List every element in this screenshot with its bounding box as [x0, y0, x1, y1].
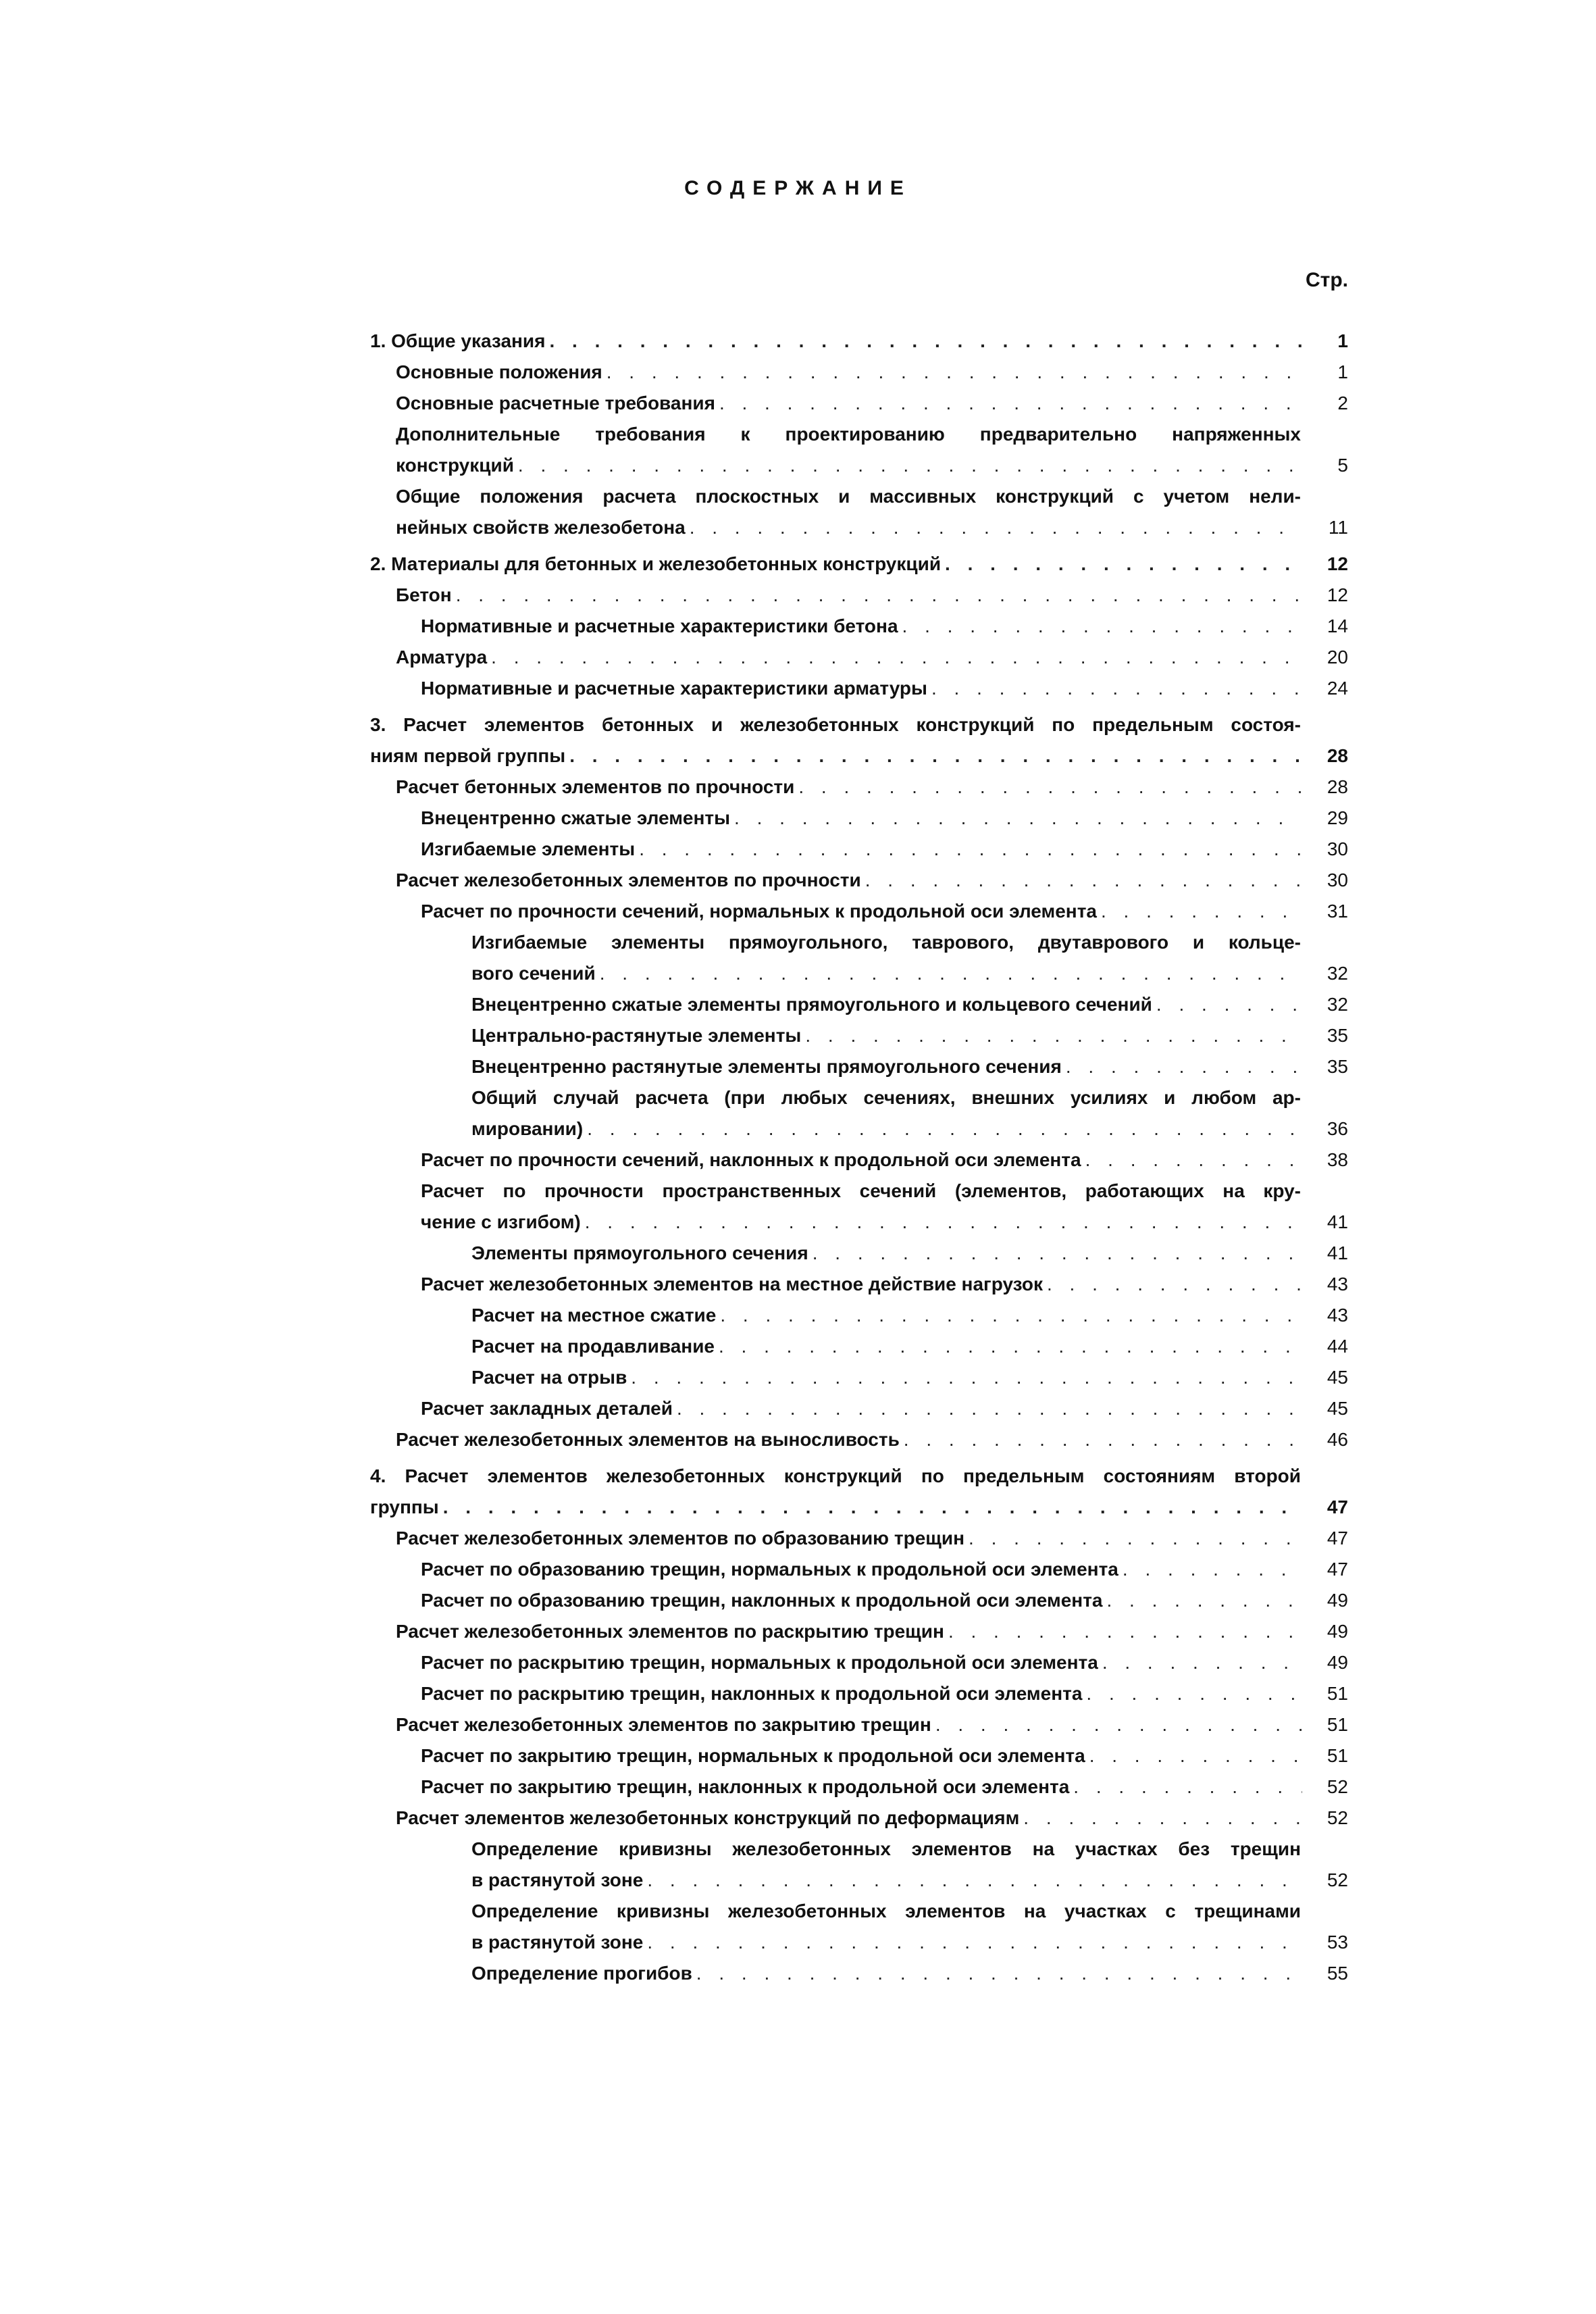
toc-entry[interactable]: [370, 896, 1348, 927]
toc-page-number: 32: [1327, 963, 1348, 984]
toc-entry[interactable]: [370, 326, 1348, 357]
toc-entry[interactable]: [370, 1585, 1348, 1616]
toc-entry[interactable]: [370, 1300, 1348, 1331]
page-title: СОДЕРЖАНИЕ: [684, 177, 912, 199]
toc-page-number: 46: [1327, 1429, 1348, 1450]
toc-page-number: 1: [1337, 361, 1348, 382]
toc-entry-text: Дополнительные требования к проектированию предварительно напряженных: [396, 424, 1301, 445]
toc-entry-text: 2. Материалы для бетонных и железобетонных конструкций: [370, 553, 942, 574]
toc-entry-text: Расчет закладных деталей: [421, 1398, 673, 1419]
toc-entry[interactable]: [370, 1362, 1348, 1393]
toc-entry-text: мировании): [471, 1118, 584, 1139]
toc-entry-text: Общие положения расчета плоскостных и массивных конструкций с учетом нели-: [396, 486, 1301, 507]
dot-leader: [1123, 1554, 1302, 1585]
dot-leader: [677, 1393, 1302, 1424]
toc-entry-text: Расчет элементов железобетонных конструкций по деформациям: [396, 1807, 1020, 1828]
toc-page-number: 38: [1327, 1149, 1348, 1170]
dot-leader: [1107, 1585, 1303, 1616]
dot-leader: [969, 1523, 1302, 1554]
dot-leader: [647, 1927, 1302, 1958]
toc-entry[interactable]: [370, 1554, 1348, 1585]
toc-entry[interactable]: [370, 927, 1348, 989]
toc-entry[interactable]: [370, 1424, 1348, 1455]
dot-leader: [443, 1492, 1302, 1523]
toc-page-number: 24: [1327, 678, 1348, 699]
page-column-header: Стр.: [1305, 269, 1348, 291]
dot-leader: [696, 1958, 1302, 1989]
toc-entry-text: Изгибаемые элементы прямоугольного, таврового, двутаврового и кольце-: [471, 932, 1301, 953]
dot-leader: [719, 388, 1302, 419]
toc-entry[interactable]: [370, 1803, 1348, 1834]
dot-leader: [948, 1616, 1302, 1647]
toc-entry-text: Расчет по образованию трещин, наклонных к продольной оси элемента: [421, 1590, 1103, 1611]
toc-entry-text: Общий случай расчета (при любых сечениях, внешних усилиях и любом ар-: [471, 1087, 1301, 1108]
dot-leader: [1101, 896, 1302, 927]
toc-page-number: 49: [1327, 1621, 1348, 1642]
toc-page-number: 29: [1327, 807, 1348, 828]
toc-entry[interactable]: [370, 1740, 1348, 1771]
toc-page-number: 32: [1327, 994, 1348, 1015]
dot-leader: [719, 1331, 1302, 1362]
toc-page-number: 45: [1327, 1398, 1348, 1419]
dot-leader: [1023, 1803, 1302, 1834]
toc-page-number: 28: [1327, 745, 1348, 766]
toc-entry[interactable]: [370, 419, 1348, 481]
dot-leader: [518, 450, 1302, 481]
toc-entry[interactable]: [370, 709, 1348, 772]
toc-page-number: 30: [1327, 870, 1348, 890]
toc-entry-text: Расчет на местное сжатие: [471, 1305, 717, 1326]
toc-entry[interactable]: [370, 1771, 1348, 1803]
toc-entry-text: Основные расчетные требования: [396, 393, 715, 413]
toc-page-number: 51: [1327, 1714, 1348, 1735]
toc-entry[interactable]: [370, 673, 1348, 704]
toc-entry-text: 3. Расчет элементов бетонных и железобетонных конструкций по предельным состоя-: [370, 714, 1301, 735]
toc-entry-text: Внецентренно сжатые элементы прямоугольного и кольцевого сечений: [471, 994, 1152, 1015]
toc-entry[interactable]: [370, 549, 1348, 580]
toc-page-number: 47: [1327, 1496, 1348, 1517]
toc-entry[interactable]: [370, 1269, 1348, 1300]
dot-leader: [549, 326, 1302, 357]
toc-entry-text: Элементы прямоугольного сечения: [471, 1242, 808, 1263]
toc-entry[interactable]: [370, 834, 1348, 865]
toc-entry[interactable]: [370, 772, 1348, 803]
dot-leader: [607, 357, 1302, 388]
toc-entry-text: Определение кривизны железобетонных элементов на участках без трещин: [471, 1838, 1301, 1859]
toc-page-number: 41: [1327, 1211, 1348, 1232]
dot-leader: [1086, 1678, 1302, 1709]
dot-leader: [1089, 1740, 1302, 1771]
toc-entry[interactable]: [370, 1238, 1348, 1269]
toc-page-number: 1: [1337, 330, 1348, 351]
toc-page-number: 35: [1327, 1025, 1348, 1046]
dot-leader: [935, 1709, 1302, 1740]
toc-entry-text: чение с изгибом): [421, 1211, 581, 1232]
dot-leader: [491, 642, 1302, 673]
dot-leader: [690, 512, 1302, 543]
toc-entry-text: Нормативные и расчетные характеристики арматуры: [421, 678, 927, 699]
toc-page-number: 36: [1327, 1118, 1348, 1139]
toc-entry[interactable]: [370, 1616, 1348, 1647]
dot-leader: [931, 673, 1302, 704]
dot-leader: [647, 1865, 1302, 1896]
toc-entry[interactable]: [370, 1393, 1348, 1424]
toc-page-number: 14: [1327, 615, 1348, 636]
toc-entry[interactable]: [370, 1709, 1348, 1740]
toc-page-number: 12: [1327, 584, 1348, 605]
toc-entry[interactable]: [370, 611, 1348, 642]
toc-page-number: 2: [1337, 393, 1348, 413]
dot-leader: [1156, 989, 1302, 1020]
dot-leader: [945, 549, 1302, 580]
toc-page-number: 47: [1327, 1559, 1348, 1580]
toc-entry-text: Расчет железобетонных элементов по закрытию трещин: [396, 1714, 931, 1735]
toc-entry-text: Центрально-растянутые элементы: [471, 1025, 802, 1046]
toc-entry[interactable]: [370, 357, 1348, 388]
toc-entry-text: Внецентренно сжатые элементы: [421, 807, 731, 828]
toc-entry[interactable]: [370, 1958, 1348, 1989]
toc-entry-text: Расчет по прочности сечений, наклонных к продольной оси элемента: [421, 1149, 1081, 1170]
toc-entry-text: Расчет на отрыв: [471, 1367, 627, 1388]
toc-entry-text: Расчет железобетонных элементов по раскрытию трещин: [396, 1621, 944, 1642]
toc-page-number: 52: [1327, 1869, 1348, 1890]
toc-entry-text: 4. Расчет элементов железобетонных конструкций по предельным состояниям второй: [370, 1465, 1301, 1486]
dot-leader: [1085, 1145, 1302, 1176]
dot-leader: [798, 772, 1302, 803]
toc-entry-text: Определение кривизны железобетонных элементов на участках с трещинами: [471, 1901, 1301, 1921]
toc-page-number: 51: [1327, 1683, 1348, 1704]
toc-entry-text: вого сечений: [471, 963, 596, 984]
toc-page-number: 43: [1327, 1305, 1348, 1326]
toc-page-number: 45: [1327, 1367, 1348, 1388]
toc-entry-text: 1. Общие указания: [370, 330, 546, 351]
toc-entry[interactable]: [370, 1678, 1348, 1709]
toc-entry-text: конструкций: [396, 455, 514, 476]
toc-entry-text: Расчет на продавливание: [471, 1336, 715, 1357]
toc-page-number: 44: [1327, 1336, 1348, 1357]
toc-page-number: 35: [1327, 1056, 1348, 1077]
toc-page-number: 43: [1327, 1274, 1348, 1294]
dot-leader: [585, 1207, 1302, 1238]
toc-entry[interactable]: [370, 388, 1348, 419]
toc-entry-text: Внецентренно растянутые элементы прямоугольного сечения: [471, 1056, 1062, 1077]
toc-entry[interactable]: [370, 1461, 1348, 1523]
toc-entry-text: Расчет по прочности пространственных сечений (элементов, работающих на кру-: [421, 1180, 1301, 1201]
toc-page-number: 52: [1327, 1807, 1348, 1828]
toc-entry[interactable]: [370, 1082, 1348, 1145]
dot-leader: [813, 1238, 1302, 1269]
toc-entry-text: Основные положения: [396, 361, 602, 382]
toc-entry-text: Расчет бетонных элементов по прочности: [396, 776, 795, 797]
toc-entry-text: нейных свойств железобетона: [396, 517, 686, 538]
toc-entry[interactable]: [370, 1523, 1348, 1554]
toc-page-number: 31: [1327, 901, 1348, 922]
toc-page-number: 20: [1327, 647, 1348, 668]
dot-leader: [639, 834, 1302, 865]
toc-entry-text: Расчет по закрытию трещин, нормальных к продольной оси элемента: [421, 1745, 1085, 1766]
dot-leader: [865, 865, 1302, 896]
toc-entry[interactable]: [370, 580, 1348, 611]
toc-entry-text: в растянутой зоне: [471, 1932, 644, 1953]
toc-page-number: 49: [1327, 1652, 1348, 1673]
toc-page-number: 41: [1327, 1242, 1348, 1263]
toc-entry[interactable]: [370, 1896, 1348, 1958]
toc-page-number: 5: [1337, 455, 1348, 476]
dot-leader: [734, 803, 1302, 834]
toc-page-number: 47: [1327, 1528, 1348, 1549]
dot-leader: [902, 611, 1302, 642]
dot-leader: [720, 1300, 1302, 1331]
toc-entry[interactable]: [370, 1834, 1348, 1896]
dot-leader: [600, 958, 1302, 989]
dot-leader: [1073, 1771, 1302, 1803]
toc-entry[interactable]: [370, 1331, 1348, 1362]
toc-entry-text: Расчет по раскрытию трещин, нормальных к продольной оси элемента: [421, 1652, 1098, 1673]
toc-entry-text: Изгибаемые элементы: [421, 838, 636, 859]
dot-leader: [1047, 1269, 1302, 1300]
toc-entry-text: Расчет железобетонных элементов на местное действие нагрузок: [421, 1274, 1043, 1294]
toc-entry-text: Нормативные и расчетные характеристики бетона: [421, 615, 898, 636]
toc-entry-text: Бетон: [396, 584, 452, 605]
dot-leader: [1102, 1647, 1302, 1678]
toc-page-number: 49: [1327, 1590, 1348, 1611]
toc-page-number: 52: [1327, 1776, 1348, 1797]
dot-leader: [587, 1113, 1302, 1145]
table-of-contents: [370, 320, 1348, 1989]
toc-entry[interactable]: [370, 481, 1348, 543]
toc-page-number: 12: [1327, 553, 1348, 574]
dot-leader: [904, 1424, 1302, 1455]
toc-entry-text: Расчет железобетонных элементов на выносливость: [396, 1429, 900, 1450]
toc-entry[interactable]: [370, 989, 1348, 1020]
toc-entry-text: Арматура: [396, 647, 488, 668]
toc-entry[interactable]: [370, 1647, 1348, 1678]
toc-entry[interactable]: [370, 1020, 1348, 1051]
toc-entry-text: Расчет по прочности сечений, нормальных к продольной оси элемента: [421, 901, 1097, 922]
toc-entry-text: Расчет по закрытию трещин, наклонных к продольной оси элемента: [421, 1776, 1070, 1797]
dot-leader: [569, 740, 1302, 772]
dot-leader: [1066, 1051, 1302, 1082]
toc-entry-text: группы: [370, 1496, 439, 1517]
toc-entry-text: ниям первой группы: [370, 745, 566, 766]
toc-entry[interactable]: [370, 865, 1348, 896]
dot-leader: [805, 1020, 1302, 1051]
toc-entry[interactable]: [370, 1051, 1348, 1082]
toc-entry[interactable]: [370, 642, 1348, 673]
dot-leader: [456, 580, 1302, 611]
toc-page-number: 53: [1327, 1932, 1348, 1953]
toc-page-number: 28: [1327, 776, 1348, 797]
toc-entry-text: Расчет по образованию трещин, нормальных к продольной оси элемента: [421, 1559, 1118, 1580]
toc-entry-text: Расчет по раскрытию трещин, наклонных к продольной оси элемента: [421, 1683, 1083, 1704]
toc-entry-text: Расчет железобетонных элементов по прочности: [396, 870, 861, 890]
toc-page-number: 30: [1327, 838, 1348, 859]
toc-page-number: 55: [1327, 1963, 1348, 1984]
toc-page-number: 51: [1327, 1745, 1348, 1766]
toc-entry-text: Расчет железобетонных элементов по образованию трещин: [396, 1528, 965, 1549]
toc-entry-text: Определение прогибов: [471, 1963, 692, 1984]
dot-leader: [631, 1362, 1302, 1393]
toc-entry-text: в растянутой зоне: [471, 1869, 644, 1890]
toc-entry[interactable]: [370, 1145, 1348, 1176]
toc-entry[interactable]: [370, 803, 1348, 834]
toc-page-number: 11: [1328, 517, 1348, 538]
toc-entry[interactable]: [370, 1176, 1348, 1238]
